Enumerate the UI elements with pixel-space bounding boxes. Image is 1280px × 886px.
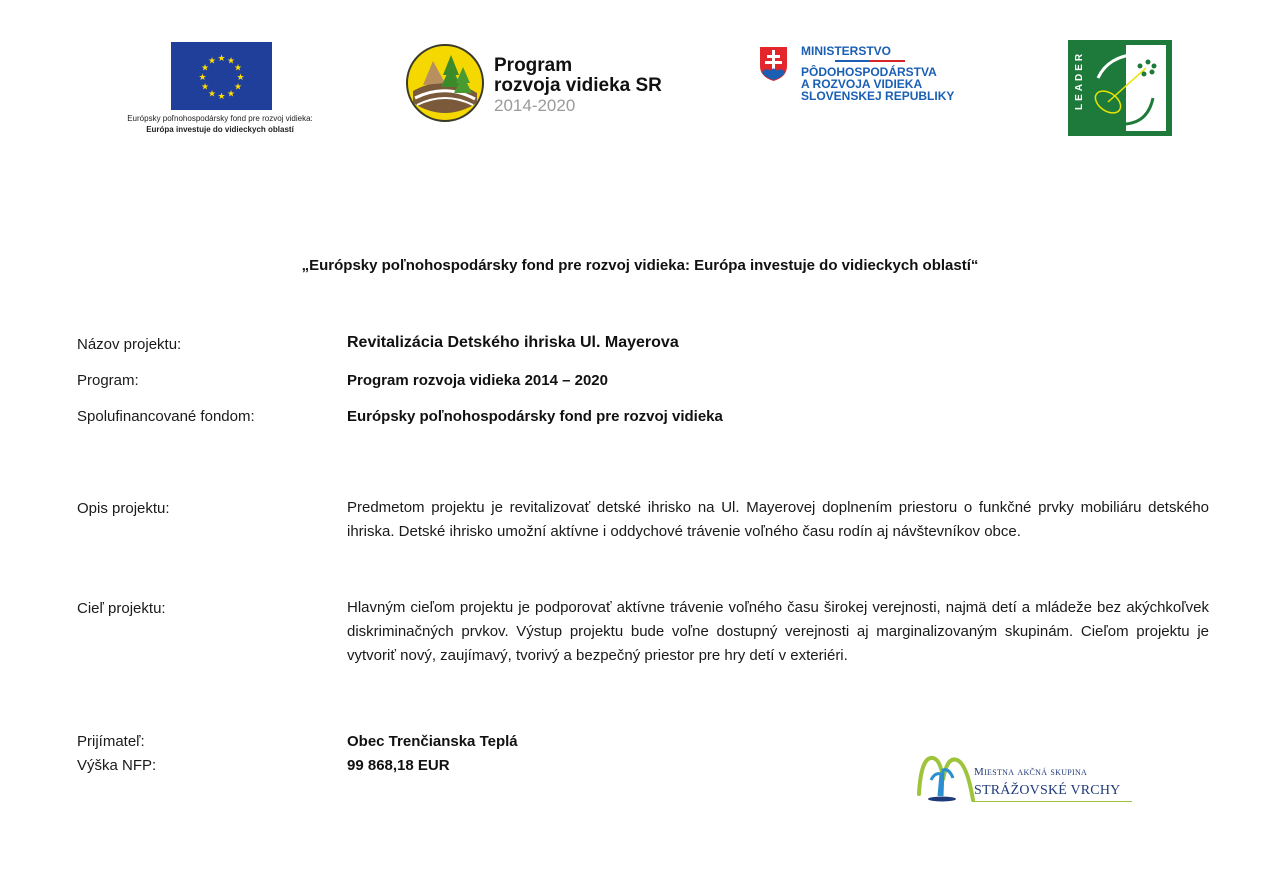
headline: „Európsky poľnohospodársky fond pre rozvoj vidieka: Európa investuje do vidieckych oblastí“ [301,257,979,274]
amount-label: Výška NFP: [77,757,157,774]
ministry-line2: PÔDOHOSPODÁRSTVA [801,65,937,79]
prv-title-line1: Program [494,55,573,76]
recipient-label: Prijímateľ: [77,733,145,750]
project-name-label: Názov projektu: [77,336,182,353]
svg-text:★: ★ [200,81,210,92]
mas-underline [972,801,1132,802]
svg-text:★: ★ [198,72,207,82]
mas-fountain-logo [915,750,977,806]
program-label: Program: [77,372,139,389]
ministry-line3: A ROZVOJA VIDIEKA [801,77,923,91]
mas-line2: STRÁŽOVSKÉ VRCHY [974,783,1121,798]
fund-value: Európsky poľnohospodársky fond pre rozvoj vidieka [347,408,723,425]
svg-text:★: ★ [236,72,245,82]
prv-years: 2014-2020 [494,96,576,115]
svg-text:★: ★ [200,62,210,73]
svg-text:★: ★ [217,91,226,101]
prv-emblem-logo [405,43,485,123]
eu-flag-logo [171,42,272,110]
leader-logo [1068,40,1172,136]
slovak-crest-icon [759,46,788,82]
fund-label: Spolufinancované fondom: [77,408,255,425]
mas-line1: Miestna akčná skupina [974,766,1088,778]
goal-value: Hlavným cieľom projektu je podporovať aktívne trávenie voľného času širokej verejnosti, najmä detí a mládeže bez akýchkoľvek diskriminačných prvkov. Výstup projektu bude voľne dostupný verejnosti aj marginalizovaným skupinám. Cieľom projektu je vytvoriť nový, zaujímavý, tvorivý a bezpečný priestor pre hry detí v exteriéri. [347,599,1209,664]
ministry-line1: MINISTERSTVO [801,44,892,58]
svg-text:★: ★ [233,62,243,73]
eu-stars-icon [171,42,272,110]
leader-text: LEADER [1074,50,1085,110]
svg-text:★: ★ [217,53,226,63]
amount-value: 99 868,18 EUR [347,757,450,774]
ministry-divider [835,60,905,62]
eu-caption-line2: Európa investuje do vidieckych oblastí [146,125,294,134]
prv-title-line2: rozvoja vidieka SR [494,75,662,96]
project-name-value: Revitalizácia Detského ihriska Ul. Mayerova [347,334,679,351]
svg-text:★: ★ [207,55,217,66]
ministry-line4: SLOVENSKEJ REPUBLIKY [801,89,955,103]
goal-label: Cieľ projektu: [77,600,166,617]
program-value: Program rozvoja vidieka 2014 – 2020 [347,372,608,389]
svg-text:★: ★ [233,81,243,92]
recipient-value: Obec Trenčianska Teplá [347,733,518,750]
svg-text:★: ★ [226,55,236,66]
description-value: Predmetom projektu je revitalizovať detské ihrisko na Ul. Mayerovej doplnením priestoru o funkčné prvky mobiliáru detského ihriska. Detské ihrisko umožní aktívne i oddychové trávenie voľného času rodín aj návštevníkov obce. [347,499,1209,540]
svg-text:★: ★ [207,88,217,99]
eu-caption-line1: Európsky poľnohospodársky fond pre rozvoj vidieka: [127,114,313,123]
svg-text:★: ★ [226,88,236,99]
description-label: Opis projektu: [77,500,170,517]
